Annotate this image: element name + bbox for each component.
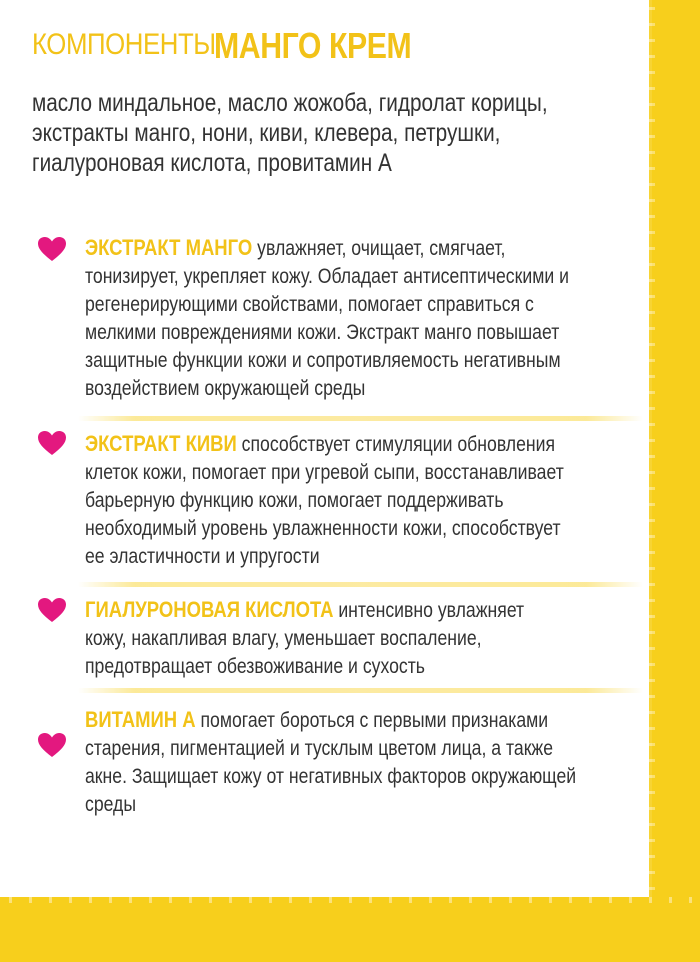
benefit-text: способствует стимуляции обновления — [236, 433, 556, 456]
benefit-text-line: необходимый уровень увлажненности кожи, способствует — [85, 517, 561, 540]
benefit-text: увлажняет, очищает, смягчает, — [252, 237, 506, 260]
benefit-text-line: акне. Защищает кожу от негативных факторов окружающей — [85, 765, 577, 788]
benefit-text-line: среды — [85, 793, 137, 816]
benefit-name: ВИТАМИН А — [85, 707, 196, 732]
benefit-mango-extract — [85, 234, 652, 403]
benefit-vitamin-a — [85, 706, 652, 819]
benefit-text-line: кожу, накапливая влагу, уменьшает воспаление, — [85, 627, 482, 650]
heart-icon — [37, 732, 67, 758]
benefit-text-line: регенерирующими свойствами, помогает справиться с — [85, 293, 534, 316]
benefit-text-line: предотвращает обезвоживание и сухость — [85, 655, 425, 678]
title-components: КОМПОНЕНТЫ — [32, 28, 216, 61]
benefit-text: интенсивно увлажняет — [333, 599, 525, 622]
ingredients-line: гиалуроновая кислота, провитамин А — [32, 149, 392, 177]
divider — [78, 416, 643, 421]
page-title — [32, 25, 632, 66]
benefit-name: ГИАЛУРОНОВАЯ КИСЛОТА — [85, 597, 334, 622]
benefit-text-line: барьерную функцию кожи, помогает поддерживать — [85, 489, 504, 512]
divider — [78, 582, 643, 587]
benefit-name: ЭКСТРАКТ МАНГО — [85, 235, 253, 260]
ingredients-list — [32, 88, 613, 178]
benefit-text-line: воздействием окружающей среды — [85, 377, 366, 400]
benefit-text-line: мелкими повреждениями кожи. Экстракт манго повышает — [85, 321, 560, 344]
benefit-text: помогает бороться с первыми признаками — [195, 709, 549, 732]
ingredients-line: масло миндальное, масло жожоба, гидролат корицы, — [32, 89, 548, 117]
benefit-text-line: защитные функции кожи и сопротивляемость негативным — [85, 349, 561, 372]
benefit-hyaluronic-acid — [85, 596, 652, 681]
divider — [78, 688, 643, 693]
heart-icon — [37, 430, 67, 456]
benefit-text-line: клеток кожи, помогает при угревой сыпи, восстанавливает — [85, 461, 564, 484]
benefit-text-line: ее эластичности и упругости — [85, 545, 320, 568]
bottom-decorative-band — [0, 900, 700, 962]
right-decorative-band — [652, 0, 700, 962]
heart-icon — [37, 236, 67, 262]
ingredients-line: экстракты манго, нони, киви, клевера, петрушки, — [32, 119, 501, 147]
benefit-text-line: тонизирует, укрепляет кожу. Обладает антисептическими и — [85, 265, 569, 288]
benefit-text-line: старения, пигментацией и тусклым цветом лица, а также — [85, 737, 554, 760]
heart-icon — [37, 597, 67, 623]
benefit-name: ЭКСТРАКТ КИВИ — [85, 431, 237, 456]
benefit-kiwi-extract — [85, 430, 652, 571]
title-product: МАНГО КРЕМ — [214, 25, 412, 66]
